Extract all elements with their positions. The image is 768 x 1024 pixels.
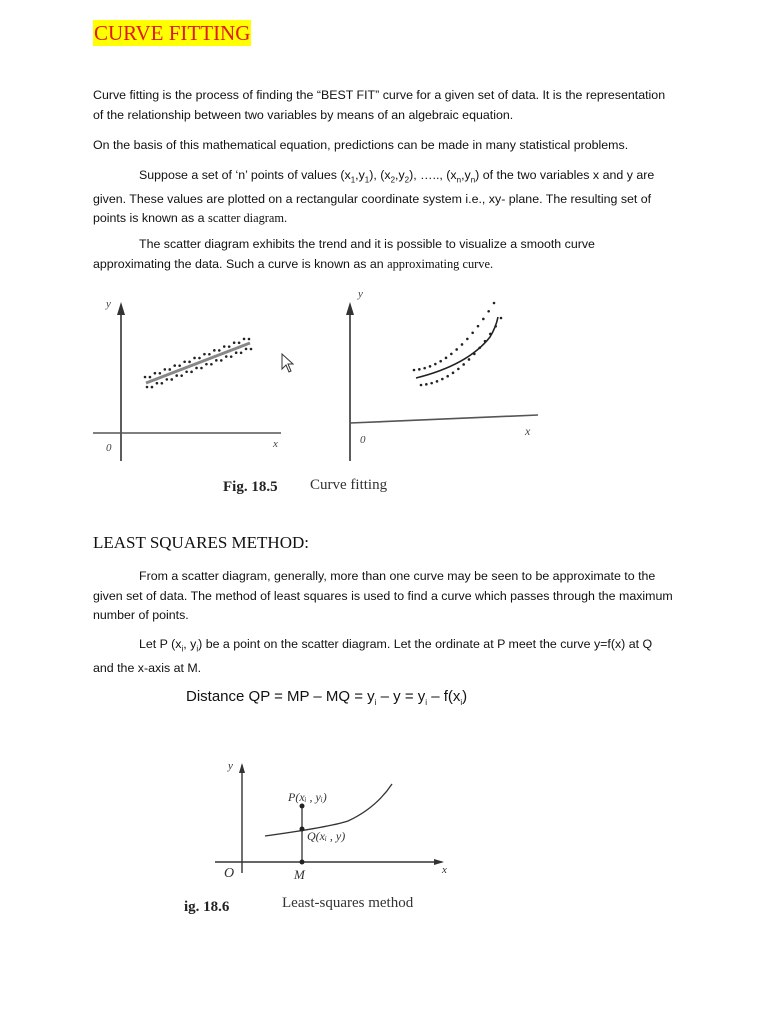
fig2-x-label: x <box>442 864 447 876</box>
section-heading: LEAST SQUARES METHOD: <box>93 533 309 552</box>
figure-least-squares <box>180 755 500 920</box>
scatter-dot <box>208 353 211 356</box>
scatter-dot <box>494 325 497 328</box>
scatter-dot <box>238 342 241 345</box>
scatter-dot <box>188 361 191 364</box>
scatter-dot <box>144 376 147 379</box>
scatter-dot <box>489 333 492 336</box>
scatter-dot <box>175 374 178 377</box>
scatter-dot <box>418 368 421 371</box>
scatter-dot <box>215 359 218 362</box>
scatter-dot <box>478 346 481 349</box>
scatter-dot <box>452 372 455 375</box>
scatter-dot <box>462 363 465 366</box>
scatter-dot <box>213 349 216 352</box>
scatter-dot <box>455 348 458 351</box>
term-approximating-curve: approximating curve. <box>387 256 494 271</box>
term-scatter-diagram: scatter diagram. <box>208 211 288 226</box>
scatter-dot <box>154 372 157 375</box>
scatter-dot <box>425 383 428 386</box>
fig1-caption-number: Fig. 18.5 <box>223 479 278 495</box>
scatter-dot <box>500 317 503 320</box>
scatter-dot <box>190 371 193 374</box>
scatter-dot <box>243 338 246 341</box>
scatter-dot <box>195 367 198 370</box>
page-title: CURVE FITTING <box>94 21 251 45</box>
scatter-dot <box>445 357 448 360</box>
scatter-dot <box>446 375 449 378</box>
scatter-dot <box>240 352 243 355</box>
scatter-dot <box>457 368 460 371</box>
scatter-dot <box>159 372 162 375</box>
paragraph-approximating: The scatter diagram exhibits the trend and it is possible to visualize a smooth curve approximating the data. Such a curve is known as an approximating curve. <box>93 237 595 271</box>
scatter-dot <box>183 360 186 363</box>
scatter-dot <box>466 338 469 341</box>
fig1-caption-text: Curve fitting <box>310 477 388 493</box>
scatter-dot <box>248 338 251 341</box>
scatter-dot <box>180 374 183 377</box>
paragraph-points: Suppose a set of ‘n’ points of values $(x_1,y_1)$, $(x_2,y_2)$, ….., $(x_n,y_n)$ of the two variables x and y are given. These values are plotted on a rectangular coordinate system i.e., xy- plane. The resulting set of points is known as a scatter diagram. <box>93 168 655 226</box>
scatter-dot <box>441 378 444 381</box>
scatter-dot <box>233 341 236 344</box>
scatter-dot <box>473 353 476 356</box>
scatter-dot <box>149 376 152 379</box>
fig1-left-y-label: y <box>106 298 111 310</box>
cursor-pointer-icon <box>282 354 293 372</box>
figure-curve-fitting <box>88 285 548 500</box>
scatter-dot <box>225 355 228 358</box>
fig1-left-origin: 0 <box>106 442 112 454</box>
scatter-dot <box>220 359 223 362</box>
scatter-dot <box>493 302 496 305</box>
scatter-dot <box>484 340 487 343</box>
scatter-dot <box>439 360 442 363</box>
scatter-dot <box>250 348 253 351</box>
scatter-dot <box>205 363 208 366</box>
scatter-dot <box>413 369 416 372</box>
fig2-caption-text: Least-squares method <box>282 895 414 911</box>
fig2-y-label: y <box>228 760 233 772</box>
scatter-dot <box>482 318 485 321</box>
scatter-dot <box>461 343 464 346</box>
paragraph-intro: Curve fitting is the process of finding the “BEST FIT” curve for a given set of data. It is the representation of the relationship between two variables by means of an algebraic equation. <box>93 88 666 122</box>
scatter-dot <box>164 368 167 371</box>
scatter-dot <box>161 382 164 385</box>
scatter-dot <box>235 351 238 354</box>
fig2-caption-number: ig. 18.6 <box>184 899 230 915</box>
scatter-dot <box>168 368 171 371</box>
scatter-dot <box>151 386 154 389</box>
scatter-dot <box>156 382 159 385</box>
scatter-dot <box>223 345 226 348</box>
scatter-dot <box>178 364 181 367</box>
scatter-dot <box>146 386 149 389</box>
scatter-dot <box>173 364 176 367</box>
scatter-dot <box>185 370 188 373</box>
scatter-dot <box>420 384 423 387</box>
scatter-dot <box>429 365 432 368</box>
distance-equation: Distance QP = MP – MQ = $y_i - y = y_i - f(x_i)$ <box>186 688 468 707</box>
scatter-dot <box>471 331 474 334</box>
scatter-dot <box>193 357 196 360</box>
fig1-left-x-label: x <box>273 438 278 450</box>
fig1-left-plot <box>93 298 281 461</box>
fig2-q-label: Q(xᵢ , y) <box>307 829 346 843</box>
scatter-dot <box>450 353 453 356</box>
fig1-right-y-label: y <box>358 288 363 300</box>
fig2-origin: O <box>224 866 235 881</box>
scatter-dot <box>203 353 206 356</box>
fig2-p-label: P(xᵢ , yᵢ) <box>288 790 327 804</box>
scatter-dot <box>228 345 231 348</box>
scatter-dot <box>210 363 213 366</box>
scatter-dot <box>487 310 490 313</box>
scatter-dot <box>200 367 203 370</box>
paragraph-predictions: On the basis of this mathematical equation, predictions can be made in many statistical problems. <box>93 138 629 152</box>
scatter-dot <box>434 363 437 366</box>
scatter-dot <box>430 382 433 385</box>
scatter-dot <box>245 348 248 351</box>
scatter-dot <box>436 380 439 383</box>
fig1-right-origin: 0 <box>360 434 366 446</box>
scatter-dot <box>166 378 169 381</box>
paragraph-point-p: Let P ($x_i$, $y_i$) be a point on the scatter diagram. Let the ordinate at P meet the curve y=f(x) at Q and the x-axis at M. <box>93 637 653 675</box>
scatter-dot <box>423 367 426 370</box>
paragraph-least-squares: From a scatter diagram, generally, more than one curve may be seen to be approximate to the given set of data. The method of least squares is used to find a curve which passes through the maximum number of points. <box>93 569 673 622</box>
scatter-dot <box>170 378 173 381</box>
scatter-dot <box>477 325 480 328</box>
scatter-dot <box>468 358 471 361</box>
scatter-dot <box>218 349 221 352</box>
fig1-right-plot <box>346 288 538 461</box>
scatter-dot <box>230 355 233 358</box>
scatter-dot <box>198 357 201 360</box>
fig2-m-label: M <box>294 867 305 882</box>
fig1-right-x-label: x <box>525 424 531 438</box>
